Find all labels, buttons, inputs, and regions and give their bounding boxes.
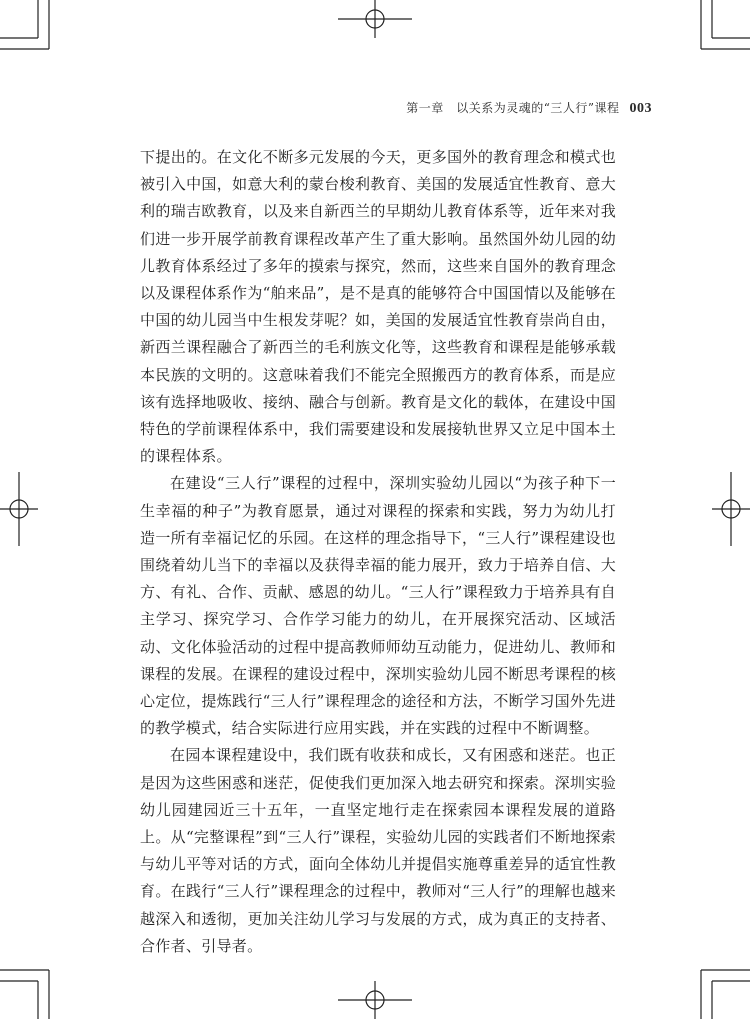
paragraph: 在园本课程建设中，我们既有收获和成长，又有困惑和迷茫。也正是因为这些困惑和迷茫，促使我们更加深入地去研究和探索。深圳实验幼儿园建园近三十五年，一直坚定地行走在探索园本课程发展的道路上。从“完整课程”到“三人行”课程，实验幼儿园的实践者们不断地探索与幼儿平等对话的方式，面向全体幼儿并提倡实施尊重差异的适宜性教育。在践行“三人行”课程理念的过程中，教师对“三人行”的理解也越来越深入和透彻，更加关注幼儿学习与发展的方式，成为真正的支持者、合作者、引导者。: [140, 746, 616, 955]
paragraph: 在建设“三人行”课程的过程中，深圳实验幼儿园以“为孩子种下一生幸福的种子”为教育愿景，通过对课程的探索和实践，努力为幼儿打造一所有幸福记忆的乐园。在这样的理念指导下，“三人行”课程建设也围绕着幼儿当下的幸福以及获得幸福的能力展开，致力于培养自信、大方、有礼、合作、贡献、感恩的幼儿。“三人行”课程致力于培养具有自主学习、探究学习、合作学习能力的幼儿，在开展探究活动、区域活动、文化体验活动的过程中提高教师师幼互动能力，促进幼儿、教师和课程的发展。在课程的建设过程中，深圳实验幼儿园不断思考课程的核心定位，提炼践行“三人行”课程理念的途径和方法，不断学习国外先进的教学模式，结合实际进行应用实践，并在实践的过程中不断调整。: [140, 474, 616, 738]
running-header: [406, 99, 652, 117]
chapter-title: 第一章 以关系为灵魂的“三人行”课程: [406, 101, 620, 115]
body-text: [140, 144, 616, 960]
paragraph: 下提出的。在文化不断多元发展的今天，更多国外的教育理念和模式也被引入中国，如意大利的蒙台梭利教育、美国的发展适宜性教育、意大利的瑞吉欧教育，以及来自新西兰的早期幼儿教育体系等，近年来对我们进一步开展学前教育课程改革产生了重大影响。虽然国外幼儿园的幼儿教育体系经过了多年的摸索与探究，然而，这些来自国外的教育理念以及课程体系作为“舶来品”，是不是真的能够符合中国国情以及能够在中国的幼儿园当中生根发芽呢？如，美国的发展适宜性教育崇尚自由，新西兰课程融合了新西兰的毛利族文化等，这些教育和课程是能够承载本民族的文明的。这意味着我们不能完全照搬西方的教育体系，而是应该有选择地吸收、接纳、融合与创新。教育是文化的载体，在建设中国特色的学前课程体系中，我们需要建设和发展接轨世界又立足中国本土的课程体系。: [140, 148, 616, 466]
page-number: 003: [629, 101, 652, 116]
